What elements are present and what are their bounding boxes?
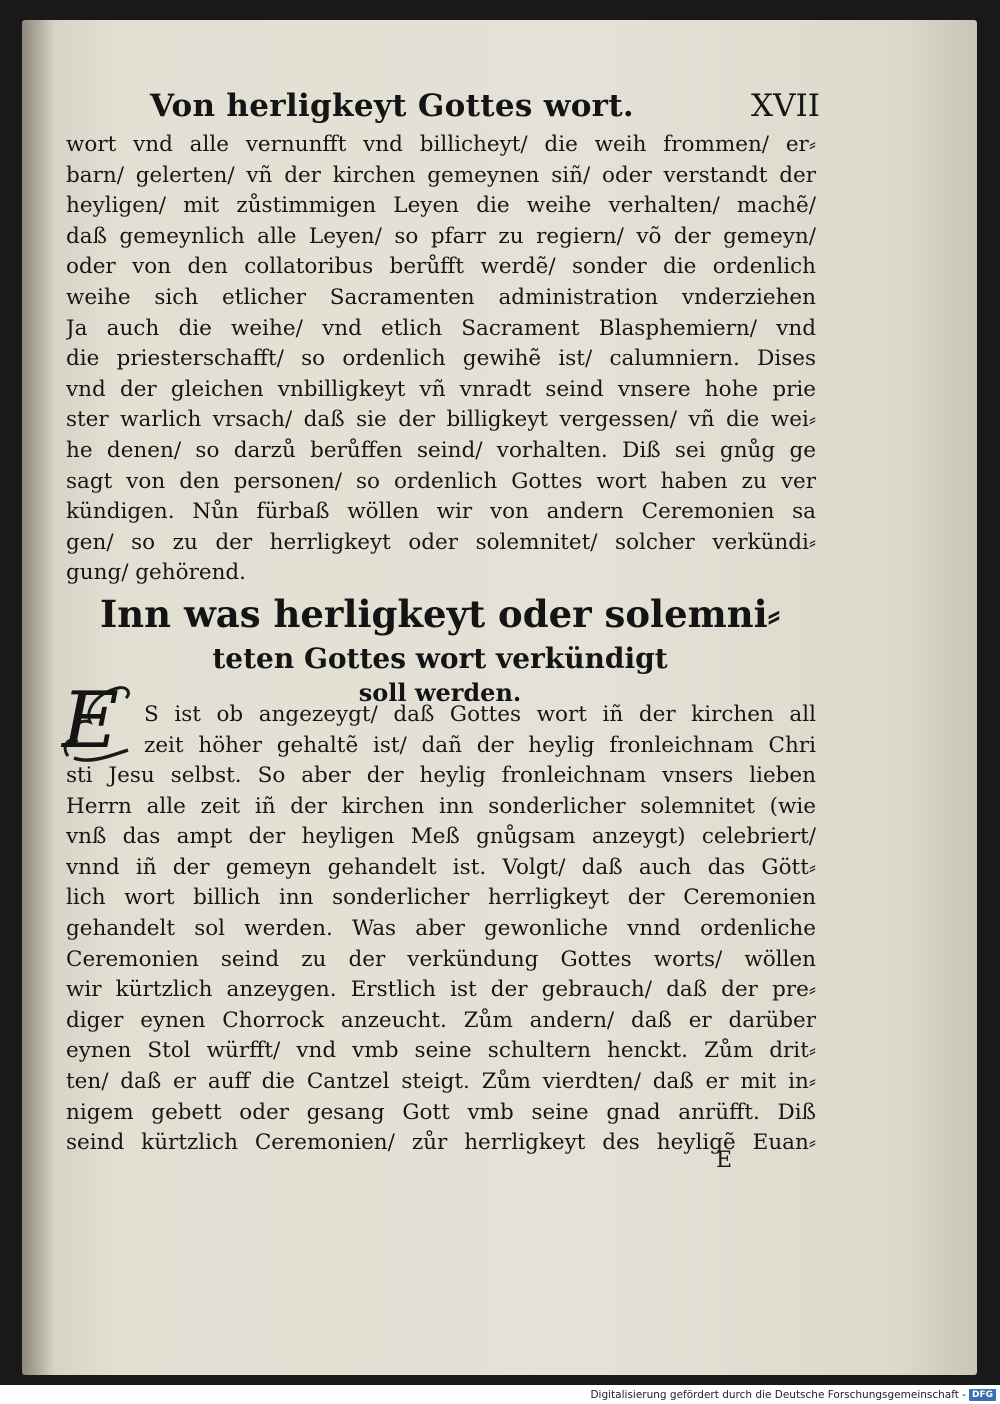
text-line: die priesterschafft/ so ordenlich gewihẽ ist/ calumniern. Dises [66,346,816,372]
text-line: diger eynen Chorrock anzeucht. Zům andern/ daß er darüber [66,1007,816,1033]
catchword: E [716,1148,733,1173]
text-line: kündigen. Nůn fürbaß wöllen wir von andern Ceremonien sa [66,499,816,525]
text-line: wir kürtzlich anzeygen. Erstlich ist der gebrauch/ daß der pre⸗ [66,977,816,1003]
heading-line-3: soll werden. [358,678,522,707]
text-line: seind kürtzlich Ceremonien/ zůr herrligkeyt des heyligẽ Euan⸗ [66,1130,816,1156]
text-line: eynen Stol würfft/ vnd vmb seine schultern henckt. Zům drit⸗ [66,1038,816,1064]
text-block-1 [66,130,816,589]
running-head: Von herligkeyt Gottes wort. [150,88,635,124]
text-line: ster warlich vrsach/ daß sie der billigkeyt vergessen/ vñ die wei⸗ [66,407,816,433]
text-line: gung/ gehörend. [66,560,247,586]
text-line: he denen/ so darzů berůffen seind/ vorhalten. Diß sei gnůg ge [66,437,816,463]
text-line: oder von den collatoribus berůfft werdẽ/ sonder die ordenlich [66,254,816,280]
page-gutter-shadow [22,20,56,1375]
text-line: vnnd iñ der gemeyn gehandelt ist. Volgt/ daß auch das Gött⸗ [66,854,816,880]
text-block-2-indented [144,700,816,761]
page-header [150,88,820,130]
folio-number: XVII [751,88,820,124]
footer-text: Digitalisierung gefördert durch die Deutsche Forschungsgemeinschaft - [590,1389,966,1401]
text-line: gehandelt sol werden. Was aber gewonliche vnnd ordenliche [66,915,816,941]
text-line: zeit höher gehaltẽ ist/ dañ der heylig fronleichnam Chri [144,732,816,758]
text-line: gen/ so zu der herrligkeyt oder solemnitet/ solcher verkündi⸗ [66,529,816,555]
initial-capital: E [62,676,119,766]
text-line: daß gemeynlich alle Leyen/ so pfarr zu regiern/ võ der gemeyn/ [66,223,816,249]
text-line: sti Jesu selbst. So aber der heylig fronleichnam vnsers lieben [66,763,816,788]
text-line: wort vnd alle vernunfft vnd billicheyt/ die weih frommen/ er⸗ [66,132,816,157]
text-line: weihe sich etlicher Sacramenten administration vnderziehen [66,284,816,310]
text-line: vnd der gleichen vnbilligkeyt vñ vnradt seind vnsere hohe prie [66,376,816,402]
heading-line-1: Inn was herligkeyt oder solemni⸗ [99,592,781,636]
text-line: lich wort billich inn sonderlicher herrligkeyt der Ceremonien [66,885,816,911]
text-line: sagt von den personen/ so ordenlich Gottes wort haben zu ver [66,468,816,494]
text-block-2 [66,761,816,1159]
dfg-logo: DFG [969,1389,996,1401]
text-line: Ja auch die weihe/ vnd etlich Sacrament Blasphemiern/ vnd [66,315,816,341]
section-heading [60,588,820,708]
text-line: vnß das ampt der heyligen Meß gnůgsam anzeygt) celebriert/ [66,824,816,850]
text-line: ten/ daß er auff die Cantzel steigt. Zům vierdten/ daß er mit in⸗ [66,1068,816,1094]
text-line: S ist ob angezeygt/ daß Gottes wort iñ der kirchen all [144,702,816,727]
text-line: Ceremonien seind zu der verkündung Gottes worts/ wöllen [66,946,816,972]
heading-line-2: teten Gottes wort verkündigt [212,642,668,675]
text-line: heyligen/ mit zůstimmigen Leyen die weihe verhalten/ machẽ/ [66,193,816,219]
text-line: barn/ gelerten/ vñ der kirchen gemeynen siñ/ oder verstandt der [66,162,816,188]
footer-credit [590,1388,996,1402]
text-line: nigem gebett oder gesang Gott vmb seine gnad anrüfft. Diß [66,1099,816,1125]
text-line: Herrn alle zeit iñ der kirchen inn sonderlicher solemnitet (wie [66,793,816,819]
